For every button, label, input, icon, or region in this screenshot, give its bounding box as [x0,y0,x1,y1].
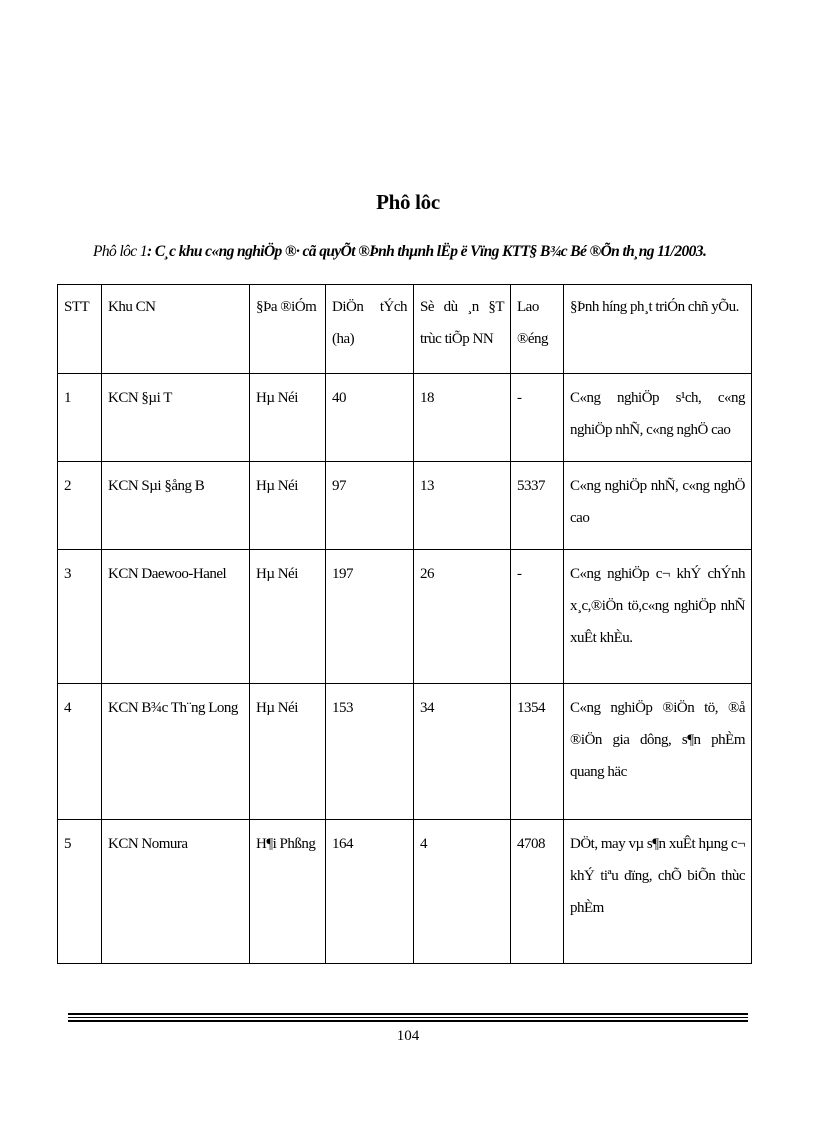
cell-dinh-huong: C«ng nghiÖp c¬ khÝ chÝnh x¸c,®iÖn tö,c«ng nghiÖp nhÑ xuÊt khÈu. [564,550,752,684]
header-lao-dong: Lao ®éng [511,285,564,374]
cell-so-du-an: 4 [414,820,511,964]
cell-dia-diem: Hµ Néi [250,550,326,684]
page-title: Phô lôc [376,190,440,214]
table-caption [93,243,773,261]
table-row [58,374,752,462]
cell-dia-diem: H¶i Phßng [250,820,326,964]
cell-stt: 1 [58,374,102,462]
cell-khu-cn: KCN Daewoo-Hanel [102,550,250,684]
header-dien-tich: DiÖn tÝch (ha) [326,285,414,374]
caption-prefix: Phô lôc 1 [93,243,148,260]
cell-dinh-huong: C«ng nghiÖp ®iÖn tö, ®å ®iÖn gia dông, s¶n phÈm quang häc [564,684,752,820]
cell-stt: 3 [58,550,102,684]
cell-dia-diem: Hµ Néi [250,684,326,820]
table-row [58,550,752,684]
footer-rule-top [68,1013,748,1015]
cell-khu-cn: KCN Nomura [102,820,250,964]
cell-dia-diem: Hµ Néi [250,462,326,550]
cell-stt: 2 [58,462,102,550]
cell-lao-dong: 4708 [511,820,564,964]
cell-dien-tich: 153 [326,684,414,820]
header-so-du-an: Sè dù ¸n §T trùc tiÕp NN [414,285,511,374]
cell-dien-tich: 97 [326,462,414,550]
cell-lao-dong: - [511,374,564,462]
cell-dia-diem: Hµ Néi [250,374,326,462]
cell-dinh-huong: C«ng nghiÖp s¹ch, c«ng nghiÖp nhÑ, c«ng nghÖ cao [564,374,752,462]
cell-khu-cn: KCN B¾c Th¨ng Long [102,684,250,820]
cell-dien-tich: 197 [326,550,414,684]
header-khu-cn: Khu CN [102,285,250,374]
cell-khu-cn: KCN §µi T [102,374,250,462]
footer-rule-bottom [68,1020,748,1022]
cell-so-du-an: 34 [414,684,511,820]
header-dinh-huong: §Þnh híng ph¸t triÓn chñ yÕu. [564,285,752,374]
cell-so-du-an: 26 [414,550,511,684]
cell-stt: 4 [58,684,102,820]
table-header-row [58,285,752,374]
cell-lao-dong: 1354 [511,684,564,820]
header-dia-diem: §Þa ®iÓm [250,285,326,374]
footer-rule-middle [68,1017,748,1018]
cell-so-du-an: 18 [414,374,511,462]
table-row [58,462,752,550]
cell-dien-tich: 40 [326,374,414,462]
cell-so-du-an: 13 [414,462,511,550]
header-stt: STT [58,285,102,374]
cell-dinh-huong: C«ng nghiÖp nhÑ, c«ng nghÖ cao [564,462,752,550]
table-row [58,684,752,820]
page-number: 104 [396,1028,420,1044]
cell-dien-tich: 164 [326,820,414,964]
cell-lao-dong: - [511,550,564,684]
cell-khu-cn: KCN Sµi §ång B [102,462,250,550]
table-row [58,820,752,964]
cell-stt: 5 [58,820,102,964]
industrial-zones-table [57,284,752,964]
cell-lao-dong: 5337 [511,462,564,550]
caption-body: : C¸c khu c«ng nghiÖp ®· cã quyÕt ®Þnh thµnh lËp ë Vïng KTT§ B¾c Bé ®Õn th¸ng 11/2003. [147,243,707,260]
cell-dinh-huong: DÖt, may vµ s¶n xuÊt hµng c¬ khÝ tiªu dïng, chÕ biÕn thùc phÈm [564,820,752,964]
